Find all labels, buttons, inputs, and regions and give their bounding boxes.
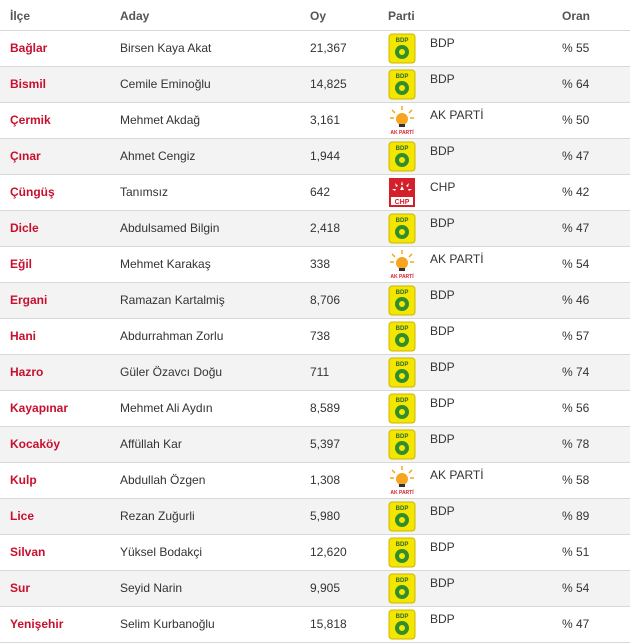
svg-text:AK PARTİ: AK PARTİ [390,130,414,136]
vote-count: 5,980 [310,509,341,523]
party-logo-icon [388,573,416,604]
ilce-link[interactable]: Bağlar [10,41,48,55]
party-name: BDP [430,432,455,446]
table-row [0,535,630,571]
party-logo-icon [388,429,416,460]
party-name: BDP [430,324,455,338]
party-name: BDP [430,612,455,626]
table-row [0,211,630,247]
party-logo-icon [388,393,416,424]
table-row [0,391,630,427]
candidate-name: Rezan Zuğurli [120,509,195,523]
vote-share: % 89 [562,509,590,523]
table-row [0,571,630,607]
party-name: BDP [430,216,455,230]
svg-text:BDP: BDP [395,578,409,584]
candidate-name: Ahmet Cengiz [120,149,196,163]
vote-count: 711 [310,365,330,379]
ilce-link[interactable]: Lice [10,509,35,523]
table-row [0,355,630,391]
candidate-name: Selim Kurbanoğlu [120,617,215,631]
party-name: BDP [430,144,455,158]
party-name: BDP [430,36,455,50]
svg-text:BDP: BDP [395,542,409,548]
candidate-name: Abdulsamed Bilgin [120,221,220,235]
vote-count: 8,706 [310,293,341,307]
ilce-link[interactable]: Kocaköy [10,437,61,451]
table-row [0,31,630,67]
ilce-link[interactable]: Hani [10,329,37,343]
party-logo-icon [388,321,416,352]
vote-share: % 54 [562,257,590,271]
party-name: BDP [430,288,455,302]
svg-text:CHP: CHP [394,199,410,206]
vote-share: % 51 [562,545,590,559]
vote-count: 21,367 [310,41,347,55]
vote-count: 5,397 [310,437,341,451]
ilce-link[interactable]: Hazro [10,365,44,379]
header-oy: Oy [310,9,327,23]
table-row [0,607,630,643]
header-ilce: İlçe [10,9,31,23]
svg-text:BDP: BDP [395,326,409,332]
ilce-link[interactable]: Dicle [10,221,39,235]
vote-share: % 42 [562,185,590,199]
table-row [0,175,630,211]
candidate-name: Ramazan Kartalmiş [120,293,225,307]
svg-text:BDP: BDP [395,362,409,368]
vote-count: 338 [310,257,331,271]
table-row [0,283,630,319]
vote-share: % 54 [562,581,590,595]
table-row [0,67,630,103]
party-name: AK PARTİ [430,108,484,122]
vote-count: 9,905 [310,581,341,595]
vote-share: % 47 [562,221,590,235]
ilce-link[interactable]: Kulp [10,473,37,487]
vote-share: % 57 [562,329,590,343]
header-parti: Parti [388,9,415,23]
vote-count: 642 [310,185,331,199]
candidate-name: Mehmet Akdağ [120,113,201,127]
ilce-link[interactable]: Sur [10,581,31,595]
vote-share: % 78 [562,437,590,451]
ilce-link[interactable]: Bismil [10,77,47,91]
party-logo-icon [388,285,416,316]
vote-share: % 56 [562,401,590,415]
candidate-name: Birsen Kaya Akat [120,41,212,55]
ilce-link[interactable]: Ergani [10,293,48,307]
vote-count: 8,589 [310,401,341,415]
candidate-name: Seyid Narin [120,581,183,595]
candidate-name: Yüksel Bodakçi [120,545,203,559]
party-logo-icon [388,105,416,136]
header-oran: Oran [562,9,591,23]
table-row [0,499,630,535]
svg-text:BDP: BDP [395,506,409,512]
table-row [0,463,630,499]
party-logo-icon [388,249,416,280]
vote-count: 12,620 [310,545,347,559]
table-row [0,427,630,463]
ilce-link[interactable]: Kayapınar [10,401,69,415]
vote-share: % 55 [562,41,590,55]
table-row [0,103,630,139]
table-body [0,31,630,643]
vote-count: 14,825 [310,77,347,91]
vote-share: % 74 [562,365,590,379]
vote-share: % 50 [562,113,590,127]
ilce-link[interactable]: Çüngüş [10,185,55,199]
vote-share: % 58 [562,473,590,487]
vote-count: 1,308 [310,473,341,487]
vote-share: % 47 [562,617,590,631]
party-logo-icon [388,465,416,496]
party-logo-icon [388,33,416,64]
ilce-link[interactable]: Çermik [10,113,51,127]
svg-text:BDP: BDP [395,218,409,224]
vote-share: % 64 [562,77,590,91]
svg-text:BDP: BDP [395,290,409,296]
candidate-name: Affüllah Kar [120,437,182,451]
table-row [0,247,630,283]
ilce-link[interactable]: Silvan [10,545,46,559]
party-name: BDP [430,360,455,374]
party-logo-icon [388,537,416,568]
party-logo-icon [388,69,416,100]
candidate-name: Tanımsız [120,185,169,199]
table-header [0,0,630,31]
party-logo-icon [388,501,416,532]
ilce-link[interactable]: Çınar [10,149,41,163]
svg-text:BDP: BDP [395,146,409,152]
candidate-name: Güler Özavcı Doğu [120,365,223,379]
candidate-name: Abdurrahman Zorlu [120,329,224,343]
party-name: AK PARTİ [430,468,484,482]
vote-count: 1,944 [310,149,341,163]
party-name: CHP [430,180,456,194]
party-name: BDP [430,72,455,86]
party-logo-icon [388,213,416,244]
vote-count: 15,818 [310,617,347,631]
party-logo-icon [388,141,416,172]
candidate-name: Abdullah Özgen [120,473,206,487]
vote-share: % 47 [562,149,590,163]
svg-text:BDP: BDP [395,434,409,440]
header-aday: Aday [120,9,150,23]
vote-count: 2,418 [310,221,341,235]
party-logo-icon [388,177,416,208]
vote-count: 738 [310,329,331,343]
svg-text:BDP: BDP [395,74,409,80]
vote-count: 3,161 [310,113,341,127]
party-name: BDP [430,504,455,518]
vote-share: % 46 [562,293,590,307]
ilce-link[interactable]: Eğil [10,257,33,271]
svg-text:AK PARTİ: AK PARTİ [390,274,414,280]
party-name: AK PARTİ [430,252,484,266]
party-name: BDP [430,396,455,410]
svg-text:AK PARTİ: AK PARTİ [390,490,414,496]
svg-text:BDP: BDP [395,398,409,404]
party-name: BDP [430,540,455,554]
table-row [0,139,630,175]
party-name: BDP [430,576,455,590]
candidate-name: Mehmet Ali Aydın [120,401,213,415]
party-logo-icon [388,609,416,640]
ilce-link[interactable]: Yenişehir [10,617,64,631]
party-logo-icon [388,357,416,388]
table-row [0,319,630,355]
svg-text:BDP: BDP [395,614,409,620]
svg-text:BDP: BDP [395,38,409,44]
candidate-name: Mehmet Karakaş [120,257,211,271]
candidate-name: Cemile Eminoğlu [120,77,211,91]
